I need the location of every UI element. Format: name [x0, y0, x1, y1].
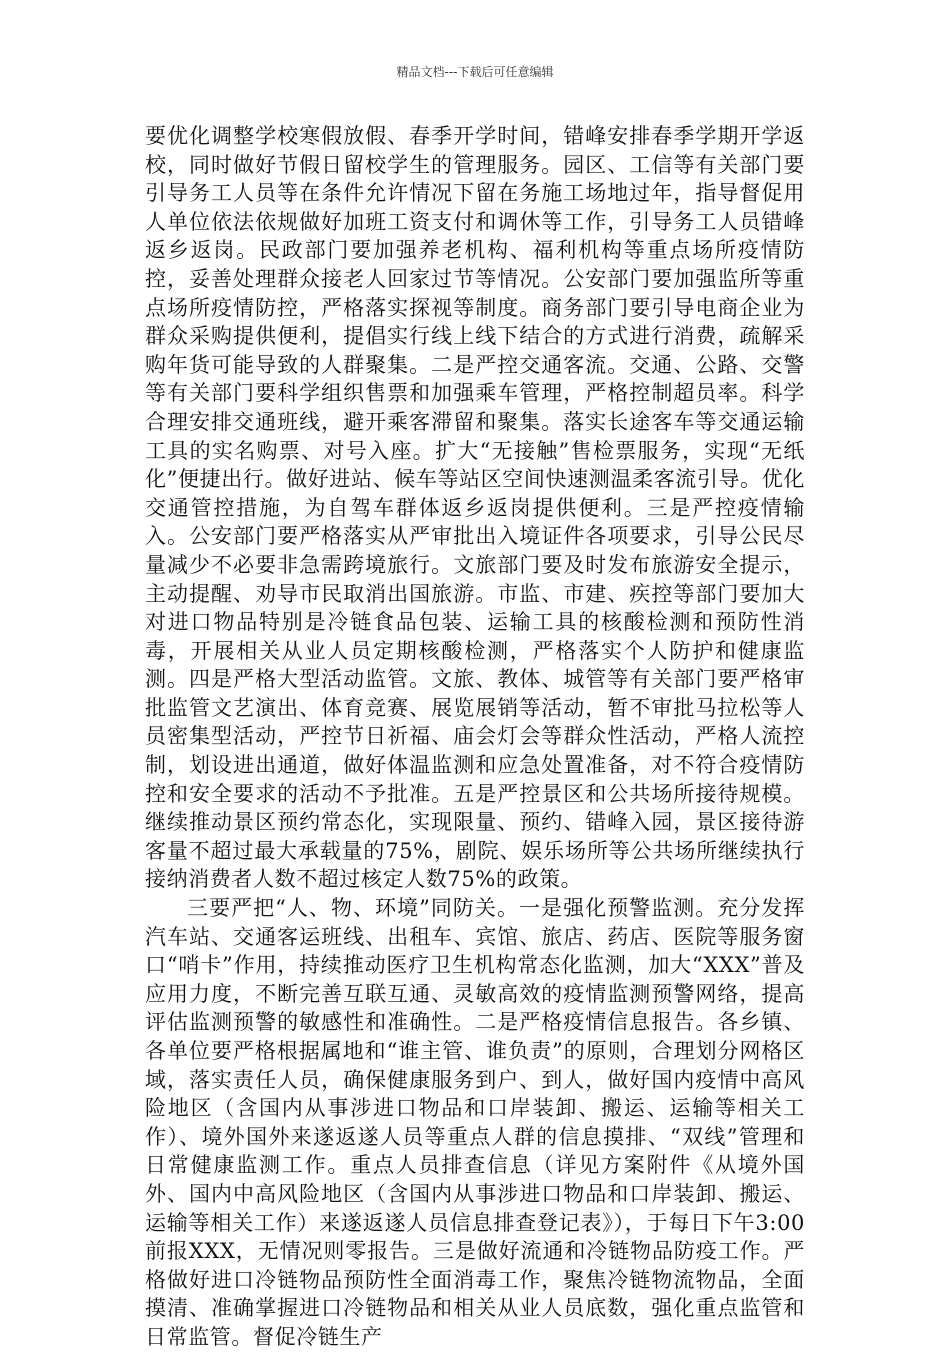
page-header: 精品文档---下载后可任意编辑	[396, 65, 554, 79]
paragraph-2: 三要严把“人、物、环境”同防关。一是强化预警监测。充分发挥汽车站、交通客运班线、出租车、宾馆、旅店、药店、医院等服务窗口“哨卡”作用，持续推动医疗卫生机构常态化监测，加大“XXX”普及应用力度，不断完善互联互通、灵敏高效的疫情监测预警网络，提高评估监测预警的敏感性和准确性。二是严格疫情信息报告。各乡镇、各单位要严格根据属地和“谁主管、谁负责”的原则，合理划分网格区域，落实责任人员，确保健康服务到户、到人，做好国内疫情中高风险地区（含国内从事涉进口物品和口岸装卸、搬运、运输等相关工作）、境外国外来遂返遂人员等重点人群的信息摸排、“双线”管理和日常健康监测工作。重点人员排查信息（详见方案附件《从境外国外、国内中高风险地区（含国内从事涉进口物品和口岸装卸、搬运、运输等相关工作）来遂返遂人员信息排查登记表》），于每日下午3:00前报XXX，无情况则零报告。三是做好流通和冷链物品防疫工作。严格做好进口冷链物品预防性全面消毒工作，聚焦冷链物流物品，全面摸清、准确掌握进口冷链物品和相关从业人员底数，强化重点监管和日常监管。督促冷链生产	[145, 896, 805, 1349]
paragraph-1: 要优化调整学校寒假放假、春季开学时间，错峰安排春季学期开学返校，同时做好节假日留校学生的管理服务。园区、工信等有关部门要引导务工人员等在条件允许情况下留在务施工场地过年，指导督促用人单位依法依规做好加班工资支付和调休等工作，引导务工人员错峰返乡返岗。民政部门要加强养老机构、福利机构等重点场所疫情防控，妥善处理群众接老人回家过节等情况。公安部门要加强监所等重点场所疫情防控，严格落实探视等制度。商务部门要引导电商企业为群众采购提供便利，提倡实行线上线下结合的方式进行消费，疏解采购年货可能导致的人群聚集。二是严控交通客流。交通、公路、交警等有关部门要科学组织售票和加强乘车管理，严格控制超员率。科学合理安排交通班线，避开乘客滞留和聚集。落实长途客车等交通运输工具的实名购票、对号入座。扩大“无接触”售检票服务，实现“无纸化”便捷出行。做好进站、候车等站区空间快速测温柔客流引导。优化交通管控措施，为自驾车群体返乡返岗提供便利。三是严控疫情输入。公安部门要严格落实从严审批出入境证件各项要求，引导公民尽量减少不必要非急需跨境旅行。文旅部门要及时发布旅游安全提示，主动提醒、劝导市民取消出国旅游。市监、市建、疾控等部门要加大对进口物品特别是冷链食品包装、运输工具的核酸检测和预防性消毒，开展相关从业人员定期核酸检测，严格落实个人防护和健康监测。四是严格大型活动监管。文旅、教体、城管等有关部门要严格审批监管文艺演出、体育竞赛、展览展销等活动，暂不审批马拉松等人员密集型活动，严控节日祈福、庙会灯会等群众性活动，严格人流控制，划设进出通道，做好体温监测和应急处置准备，对不符合疫情防控和安全要求的活动不予批准。五是严控景区和公共场所接待规模。继续推动景区预约常态化，实现限量、预约、错峰入园，景区接待游客量不超过最大承载量的75%，剧院、娱乐场所等公共场所继续执行接纳消费者人数不超过核定人数75%的政策。	[145, 124, 805, 892]
document-body	[145, 122, 805, 1352]
